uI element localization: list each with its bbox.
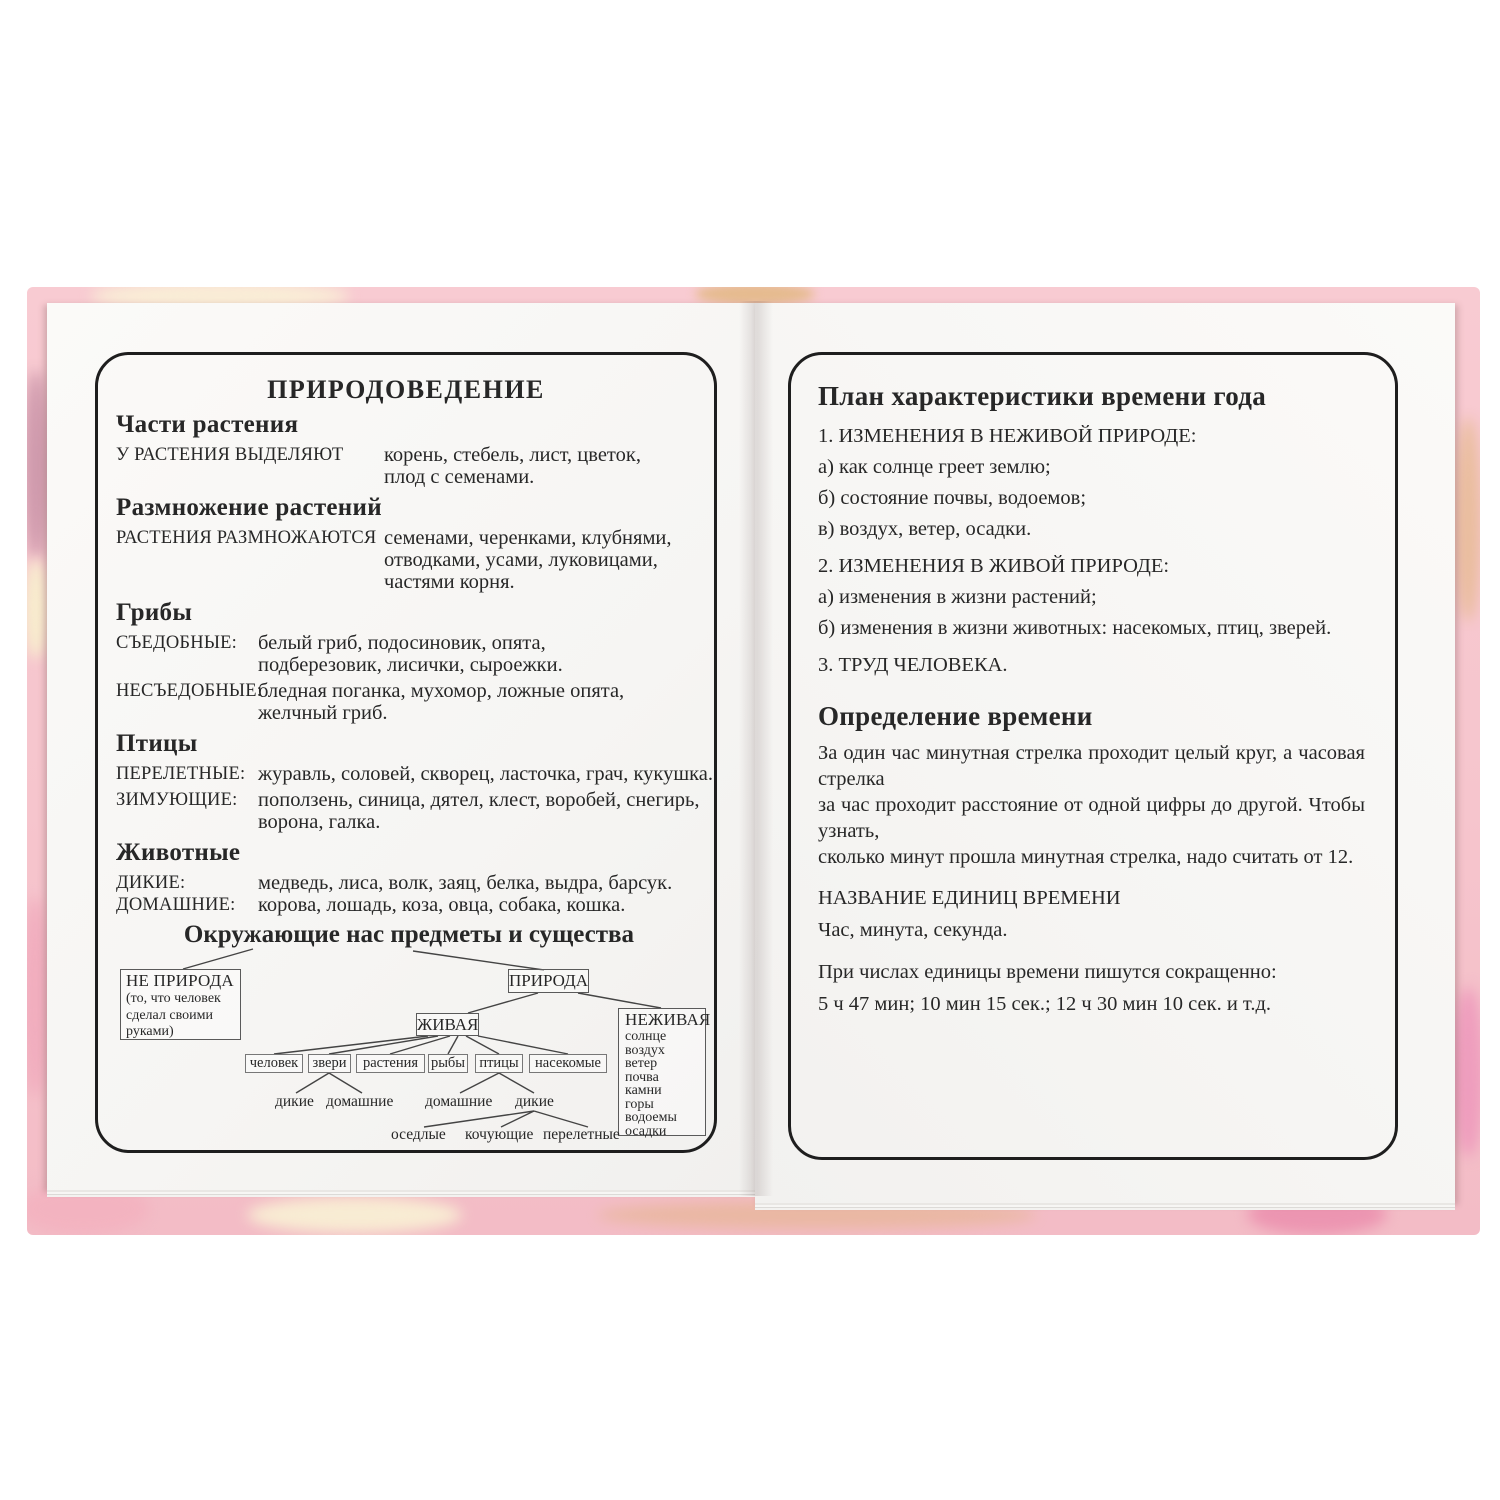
diagram-box-fish: рыбы [428,1054,468,1073]
notebook-cover [27,287,1480,1235]
row-value: семенами, черенками, клубнями, отводками, усами, луковицами, частями корня. [384,527,672,593]
row-value: белый гриб, подосиновик, опята, подберезовик, лисички, сыроежки. [258,632,563,676]
cover-berry-sprig-left [27,370,49,560]
row-value: корень, стебель, лист, цветок, плод с семенами. [384,444,641,488]
diagram-label-sedentary: оседлые [391,1126,446,1143]
mushrooms-edible-row [116,632,696,676]
cover-flower-cream-bottom [247,1197,462,1233]
diagram-label-birds-domestic: домашние [425,1093,493,1110]
nature-classification-diagram [116,921,711,1151]
diagram-box-beasts: звери [308,1054,351,1073]
cover-gold-speckles-right [1455,417,1480,622]
diagram-label-birds-wild: дикие [515,1093,554,1110]
time-units-list: Час, минута, секунда. [818,919,1008,941]
season-plan-heading: План характеристики времени года [818,381,1267,411]
cover-flower-cream-left [27,559,49,659]
section-heading-plant-reproduction: Размножение растений [116,494,382,521]
time-determination-paragraph: За один час минутная стрелка проходит целый круг, а часовая стрелка за час проходит расстояние от одной цифры до другой. Чтобы узнать, сколько минут прошла минутная стрелка, надо считать от 12. [818,742,1365,868]
book-spine-shadow [739,301,773,1196]
row-value: журавль, соловей, скворец, ласточка, грач, кукушка. [258,763,713,785]
animals-domestic-row [116,894,696,916]
abbreviation-examples: 5 ч 47 мин; 10 мин 15 сек.; 12 ч 30 мин 10 сек. и т.д. [818,993,1272,1015]
plant-reproduction-row [116,527,696,593]
row-value: корова, лошадь, коза, овца, собака, кошка. [258,894,626,916]
section-heading-plant-parts: Части растения [116,411,299,438]
plant-parts-row [116,444,696,488]
diagram-box-human: человек [245,1054,303,1073]
diagram-box-plants: растения [356,1054,425,1073]
diagram-label-beasts-domestic: домашние [326,1093,394,1110]
row-label: У РАСТЕНИЯ ВЫДЕЛЯЮТ [116,445,344,465]
diagram-label-migratory: перелетные [543,1126,620,1143]
diagram-box-not-nature: НЕ ПРИРОДА (то, что человек сделал своими руками) [120,969,241,1040]
time-units-caps-label: НАЗВАНИЕ ЕДИНИЦ ВРЕМЕНИ [818,887,1121,909]
row-label: СЪЕДОБНЫЕ: [116,633,237,653]
row-label: ДОМАШНИЕ: [116,895,236,915]
row-value: медведь, лиса, волк, заяц, белка, выдра, барсук. [258,872,673,894]
mushrooms-inedible-row [116,680,696,724]
plan-item-1c: в) воздух, ветер, осадки. [818,518,1032,540]
diagram-title: Окружающие нас предметы и существа [183,921,635,948]
right-page [755,303,1455,1203]
cover-pink-wash-left [27,897,49,1097]
plan-item-1b: б) состояние почвы, водоемов; [818,487,1087,509]
right-page-frame [788,352,1398,1160]
birds-migratory-row [116,763,713,785]
plan-item-3: 3. ТРУД ЧЕЛОВЕКА. [818,654,1008,676]
diagram-box-nonliving: НЕЖИВАЯ солнце воздух ветер почва камни горы водоемы осадки [618,1008,706,1136]
diagram-label-beasts-wild: дикие [275,1093,314,1110]
cover-rose-right [1452,987,1480,1157]
row-value: бледная поганка, мухомор, ложные опята, желчный гриб. [258,680,625,724]
row-label: ЗИМУЮЩИЕ: [116,790,238,810]
left-page [47,303,755,1190]
diagram-box-living: ЖИВАЯ [417,1015,479,1034]
row-label: НЕСЪЕДОБНЫЕ: [116,681,263,701]
left-page-frame [95,352,717,1153]
diagram-box-birds: птицы [475,1054,523,1073]
plan-item-2: 2. ИЗМЕНЕНИЯ В ЖИВОЙ ПРИРОДЕ: [818,555,1170,577]
section-heading-mushrooms: Грибы [116,599,193,626]
section-heading-birds: Птицы [116,730,198,757]
section-heading-animals: Животные [116,839,241,866]
row-label: РАСТЕНИЯ РАЗМНОЖАЮТСЯ [116,528,377,548]
row-label: ПЕРЕЛЕТНЫЕ: [116,764,246,784]
time-determination-heading: Определение времени [818,701,1093,731]
plan-item-2b: б) изменения в жизни животных: насекомых, птиц, зверей. [818,617,1332,639]
plan-item-1: 1. ИЗМЕНЕНИЯ В НЕЖИВОЙ ПРИРОДЕ: [818,425,1197,447]
animals-wild-row [116,872,696,894]
diagram-box-nature: ПРИРОДА [508,969,589,993]
page-title: ПРИРОДОВЕДЕНИЕ [267,375,545,404]
abbreviation-intro: При числах единицы времени пишутся сокращенно: [818,961,1277,983]
diagram-label-nomadic: кочующие [465,1126,534,1143]
plan-item-1a: а) как солнце греет землю; [818,456,1051,478]
row-value: поползень, синица, дятел, клест, воробей, снегирь, ворона, галка. [258,789,700,833]
diagram-box-insects: насекомые [529,1054,607,1073]
plan-item-2a: а) изменения в жизни растений; [818,586,1097,608]
birds-wintering-row [116,789,700,833]
row-label: ДИКИЕ: [116,873,186,893]
